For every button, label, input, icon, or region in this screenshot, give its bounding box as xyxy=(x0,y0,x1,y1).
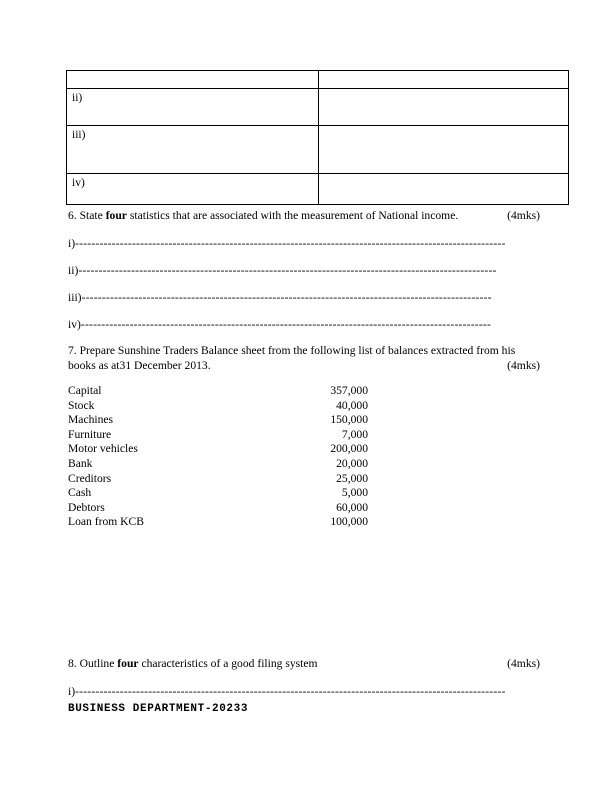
question-7-line-2: books as at31 December 2013. xyxy=(68,359,211,372)
answer-line-label: ii) xyxy=(68,264,79,277)
balance-row xyxy=(68,399,368,414)
balance-row xyxy=(68,501,368,516)
balance-item-name: Machines xyxy=(68,413,114,427)
balance-row xyxy=(68,413,368,428)
question-6-text xyxy=(68,208,488,224)
balance-row xyxy=(68,442,368,457)
table-cell-label xyxy=(67,71,319,89)
balance-row xyxy=(68,457,368,472)
balance-row xyxy=(68,486,368,501)
balance-item-amount: 40,000 xyxy=(336,398,368,412)
question-6-answer-line-iv[interactable] xyxy=(68,317,528,333)
answer-line-label: iv) xyxy=(68,318,81,331)
answer-line-dashes: ----------------------------------------------------------------------------------------------------- xyxy=(80,318,492,331)
balance-item-amount: 200,000 xyxy=(330,442,368,456)
question-6-number: 6. xyxy=(68,209,77,222)
question-6-text-before: State xyxy=(76,209,106,222)
balance-item-name: Motor vehicles xyxy=(68,442,138,456)
table-cell-answer[interactable] xyxy=(319,174,569,205)
question-6-answer-line-iii[interactable] xyxy=(68,290,531,306)
balance-item-name: Stock xyxy=(68,398,95,412)
balance-item-amount: 5,000 xyxy=(341,486,368,500)
balance-item-amount: 60,000 xyxy=(336,500,368,514)
question-8-number: 8. xyxy=(68,657,77,670)
question-8-text-before: Outline xyxy=(76,657,118,670)
balance-item-name: Cash xyxy=(68,486,92,500)
question-6-marks: (4mks) xyxy=(507,209,540,222)
question-8-text xyxy=(68,656,488,672)
table-cell-label: iv) xyxy=(67,174,319,205)
answer-table xyxy=(66,70,569,205)
balance-row xyxy=(68,515,368,530)
table-cell-label: iii) xyxy=(67,126,319,174)
balance-row xyxy=(68,428,368,443)
question-8-text-after: characteristics of a good filing system xyxy=(138,657,318,670)
question-7-marks: (4mks) xyxy=(507,359,540,372)
balance-item-name: Loan from KCB xyxy=(68,515,144,529)
balance-item-name: Debtors xyxy=(68,500,105,514)
balance-row xyxy=(68,384,368,399)
balance-item-amount: 25,000 xyxy=(336,471,368,485)
table-row xyxy=(67,174,569,205)
balance-item-name: Capital xyxy=(68,384,102,397)
question-8-answer-line-i[interactable] xyxy=(68,684,544,700)
answer-line-dashes: ---------------------------------------------------------------------------------------------------------- xyxy=(75,237,506,250)
balance-item-amount: 7,000 xyxy=(341,427,368,441)
question-8-marks: (4mks) xyxy=(507,657,540,670)
question-7-line-1: 7. Prepare Sunshine Traders Balance sheet from the following list of balances extracted from his xyxy=(68,344,516,357)
page-footer: BUSINESS DEPARTMENT-20233 xyxy=(68,703,249,715)
answer-line-dashes: ------------------------------------------------------------------------------------------------------- xyxy=(78,264,497,277)
table-cell-label: ii) xyxy=(67,89,319,126)
question-6-emphasis: four xyxy=(105,209,127,222)
question-7-working-space[interactable] xyxy=(68,530,546,650)
answer-line-label: i) xyxy=(68,237,76,250)
answer-line-dashes: ----------------------------------------------------------------------------------------------------- xyxy=(81,291,492,304)
table-row xyxy=(67,89,569,126)
balance-item-name: Creditors xyxy=(68,471,112,485)
question-6-answer-line-i[interactable] xyxy=(68,236,544,252)
table-cell-answer[interactable] xyxy=(319,71,569,89)
balance-item-amount: 20,000 xyxy=(336,456,368,470)
balance-item-name: Bank xyxy=(68,456,93,470)
balances-list xyxy=(68,384,368,530)
question-6-text-after: statistics that are associated with the measurement of National income. xyxy=(126,209,459,222)
question-8-emphasis: four xyxy=(117,657,139,670)
balance-item-amount: 100,000 xyxy=(330,515,368,529)
table-row xyxy=(67,71,569,89)
table-cell-answer[interactable] xyxy=(319,89,569,126)
answer-line-label: i) xyxy=(68,685,76,698)
balance-item-amount: 357,000 xyxy=(330,384,368,397)
table-row xyxy=(67,126,569,174)
answer-line-dashes: ---------------------------------------------------------------------------------------------------------- xyxy=(75,685,506,698)
balance-item-name: Furniture xyxy=(68,427,112,441)
balance-item-amount: 150,000 xyxy=(330,413,368,427)
answer-line-label: iii) xyxy=(68,291,82,304)
balance-row xyxy=(68,472,368,487)
question-6-answer-line-ii[interactable] xyxy=(68,263,537,279)
table-cell-answer[interactable] xyxy=(319,126,569,174)
